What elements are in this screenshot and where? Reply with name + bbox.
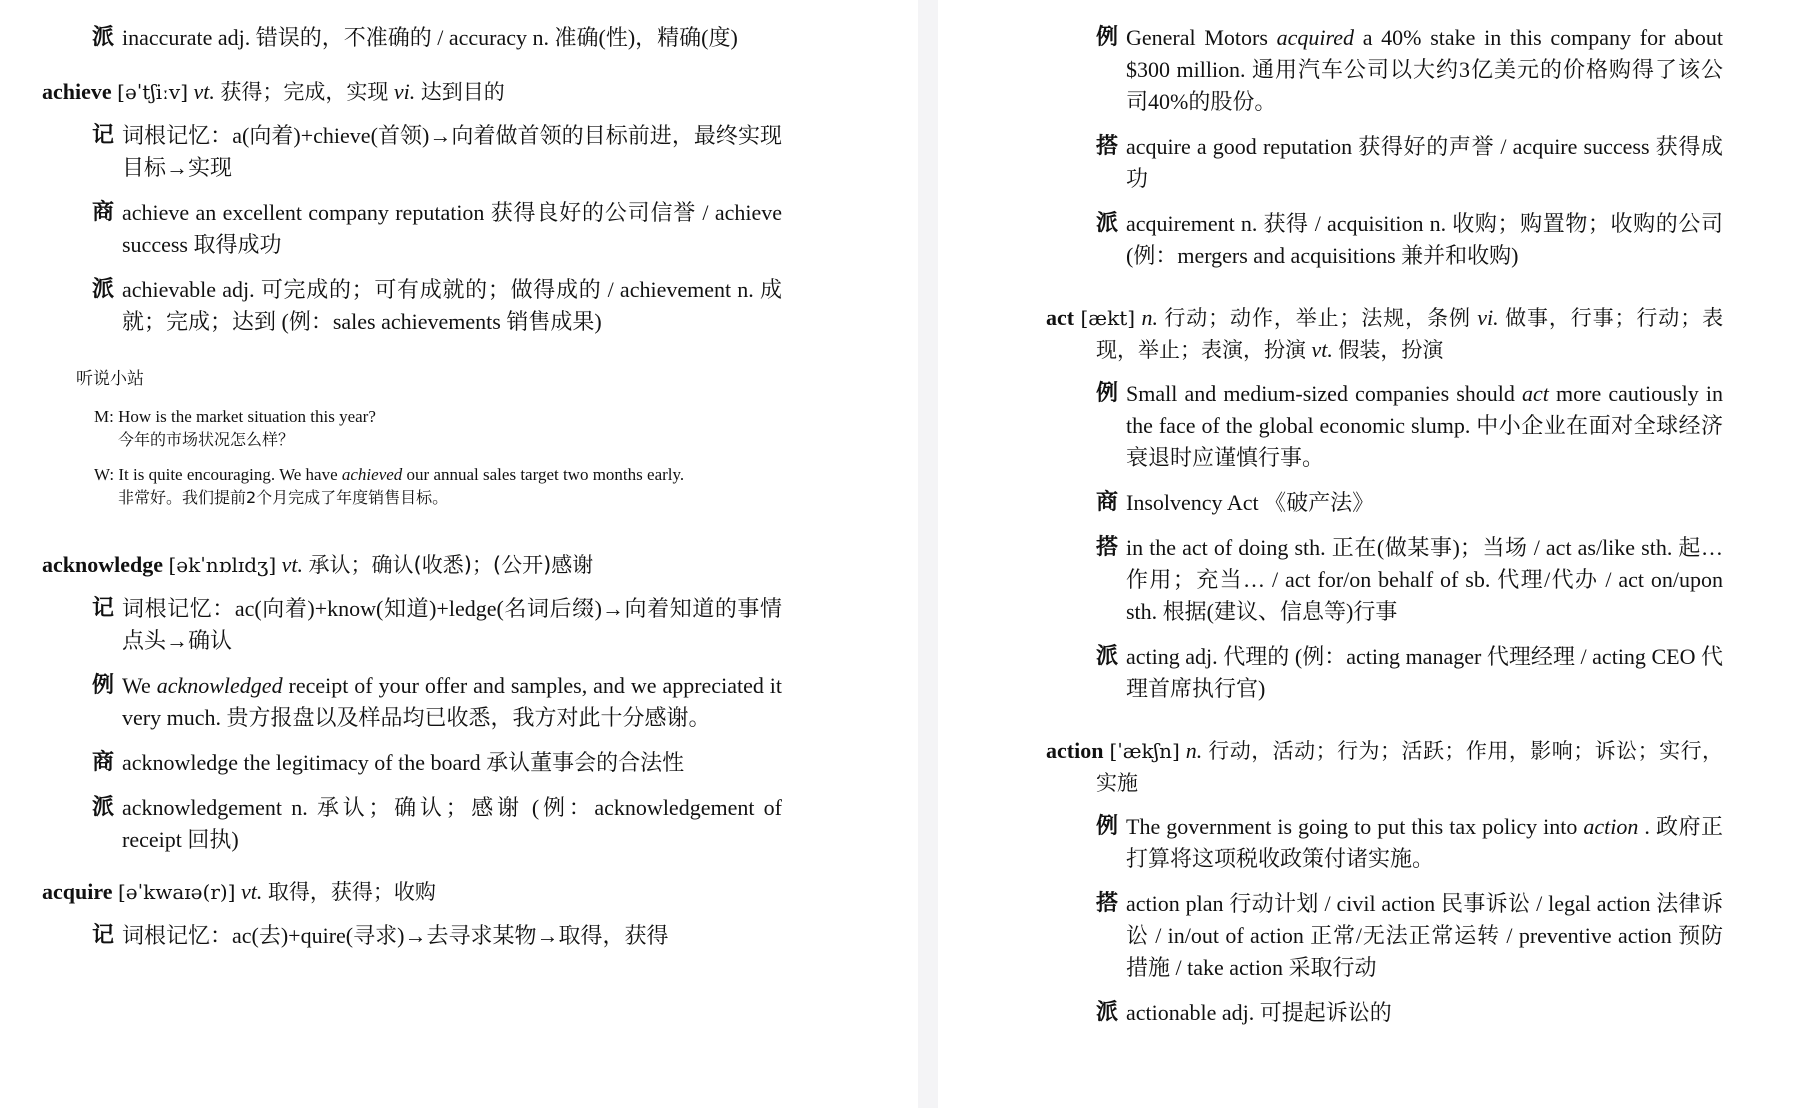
listening-station [78,368,782,509]
derivative-tag: 派 [1096,211,1119,236]
example-keyword: action [1583,814,1639,839]
part-of-speech: vt. [193,79,215,104]
memory-tag: 记 [92,596,115,621]
example-text: receipt of your offer and samples, and we appreciated it very much. 贵方报盘以及样品均已收悉，我方对此十分感谢。 [122,673,782,730]
collocation-tag: 搭 [1096,891,1119,916]
collocations [1046,131,1723,195]
entry-achieve [42,76,782,338]
example-sentence [1046,378,1723,474]
example-text: We [122,673,157,698]
example-text: Small and medium-sized companies should [1126,381,1523,406]
part-of-speech: vi. [393,79,416,104]
derivative-tag: 派 [1096,644,1119,669]
headword-line [1046,735,1723,799]
derivative-tag: 派 [92,795,115,820]
listening-station-title: 听说小站 [76,369,144,389]
dialogue-text: W: It is quite encouraging. We have [94,465,342,484]
example-tag: 例 [1096,381,1119,406]
example-tag: 例 [1096,814,1119,839]
definition: 做事，行事；行动；表现，举止；表演，扮演 [1096,306,1724,362]
example-keyword: acquired [1276,25,1354,50]
collocations [1046,532,1723,628]
collocation-text: acquire a good reputation 获得好的声誉 / acquire success 获得成功 [1126,134,1723,191]
entry-continuation-derivatives [42,22,782,54]
definition: 获得；完成，实现 [220,80,389,104]
business-usage [42,197,782,261]
phonetic: [ækt] [1080,306,1136,330]
part-of-speech: vt. [240,879,263,904]
example-tag: 例 [92,673,115,698]
business-text: achieve an excellent company reputation 获得良好的公司信誉 / achieve success 取得成功 [122,200,782,257]
dialogue-line-w [94,463,782,509]
entry-acquire [42,876,782,952]
part-of-speech: vt. [281,552,304,577]
derivatives [1046,641,1723,705]
headword: action [1046,738,1104,763]
part-of-speech: n. [1141,305,1158,330]
phonetic: [əˈkwaɪə(r)] [117,880,236,904]
example-text: more cautiously in the face of the global economic slump. 中小企业在面对全球经济衰退时应谨慎行事。 [1126,381,1723,470]
definition: 承认；确认(收悉)；(公开)感谢 [308,553,594,577]
right-column [1046,22,1723,1049]
dialogue-chinese: 今年的市场状况怎么样？ [118,430,295,449]
memory-tag: 记 [92,123,115,148]
derivatives [42,274,782,338]
headword-line [42,876,782,908]
example-keyword: act [1522,381,1549,406]
derivatives [1046,208,1723,272]
derivatives [42,792,782,856]
definition: 假装，扮演 [1338,338,1444,362]
memory-text: 词根记忆：ac(去)+quire(寻求)→去寻求某物→取得，获得 [122,923,669,948]
headword-line [1046,302,1723,366]
derivative-text: acknowledgement n. 承认；确认；感谢 (例：acknowledgement of receipt 回执) [122,795,782,852]
collocation-text: action plan 行动计划 / civil action 民事诉讼 / legal action 法律诉讼 / in/out of action 正常/无法正常运转 / preventive action 预防措施 / take action 采取行动 [1126,891,1723,980]
business-tag: 商 [92,750,115,775]
derivative-text: achievable adj. 可完成的；可有成就的；做得成的 / achievement n. 成就；完成；达到 (例：sales achievements 销售成果) [122,277,782,334]
example-sentence [1046,811,1723,875]
business-text: acknowledge the legitimacy of the board 承认董事会的合法性 [122,750,685,775]
collocation-tag: 搭 [1096,535,1119,560]
derivative-tag: 派 [1096,1000,1119,1025]
part-of-speech: vi. [1477,305,1499,330]
example-text: General Motors [1126,25,1277,50]
phonetic: [əˈtʃiːv] [117,80,188,104]
dialogue-text: our annual sales target two months early. [402,465,685,484]
example-keyword: acknowledged [156,673,283,698]
example-text: . 政府正打算将这项税收政策付诸实施。 [1126,814,1723,871]
part-of-speech: vt. [1311,337,1333,362]
example-text: a 40% stake in this company for about $300 million. 通用汽车公司以大约3亿美元的价格购得了该公司40%的股份。 [1126,25,1723,114]
derivative-tag: 派 [92,277,115,302]
example-text: The government is going to put this tax policy into [1126,814,1584,839]
example-sentence [1046,22,1723,118]
memory-note [42,593,782,657]
dialogue-english [94,463,782,486]
derivative-text: inaccurate adj. 错误的，不准确的 / accuracy n. 准确(性)，精确(度) [122,25,738,50]
example-sentence [42,670,782,734]
example-tag: 例 [1096,25,1119,50]
headword-line [42,549,782,581]
definition: 取得，获得；收购 [267,880,436,904]
headword: act [1046,305,1075,330]
left-column [42,22,782,972]
derivative-text: actionable adj. 可提起诉讼的 [1126,1000,1392,1025]
dialogue-english: M: How is the market situation this year? [94,407,376,426]
entry-action [1046,735,1723,1029]
headword-line [42,76,782,108]
business-text: Insolvency Act 《破产法》 [1126,490,1375,515]
memory-text: 词根记忆：ac(向着)+know(知道)+ledge(名词后缀)→向着知道的事情点头→确认 [122,596,782,653]
phonetic: [əkˈnɒlɪdʒ] [168,553,277,577]
definition: 达到目的 [420,80,505,104]
headword: acquire [42,879,113,904]
right-page [938,0,1809,1108]
collocation-tag: 搭 [1096,134,1119,159]
memory-note [42,920,782,952]
derivative-text: acquirement n. 获得 / acquisition n. 收购；购置物；收购的公司 (例：mergers and acquisitions 兼并和收购) [1126,211,1723,268]
entry-acknowledge [42,549,782,856]
dialogue-line-m [94,405,782,451]
memory-tag: 记 [92,923,115,948]
entry-act [1046,302,1723,705]
part-of-speech: n. [1185,738,1203,763]
memory-text: 词根记忆：a(向着)+chieve(首领)→向着做首领的目标前进，最终实现目标→实现 [122,123,782,180]
entry-acquire-continuation [1046,22,1723,272]
definition: 行动；动作，举止；法规，条例 [1164,306,1471,330]
dialogue-chinese: 非常好。我们提前2个月完成了年度销售目标。 [118,488,449,507]
memory-note [42,120,782,184]
collocation-text: in the act of doing sth. 正在(做某事)；当场 / act as/like sth. 起…作用；充当… / act for/on behalf of sb. 代理/代办 / act on/upon sth. 根据(建议、信息等)行事 [1126,535,1723,624]
definition: 行动，活动；行为；活跃；作用，影响；诉讼；实行，实施 [1096,739,1724,795]
headword: achieve [42,79,112,104]
headword: acknowledge [42,552,163,577]
business-usage [1046,487,1723,519]
business-tag: 商 [92,200,115,225]
derivative-text: acting adj. 代理的 (例：acting manager 代理经理 / acting CEO 代理首席执行官) [1126,644,1723,701]
business-tag: 商 [1096,490,1119,515]
collocations [1046,888,1723,984]
business-usage [42,747,782,779]
dialogue-keyword: achieved [341,465,403,484]
derivative-tag: 派 [92,25,115,50]
phonetic: [ˈækʃn] [1109,739,1180,763]
derivatives [1046,997,1723,1029]
